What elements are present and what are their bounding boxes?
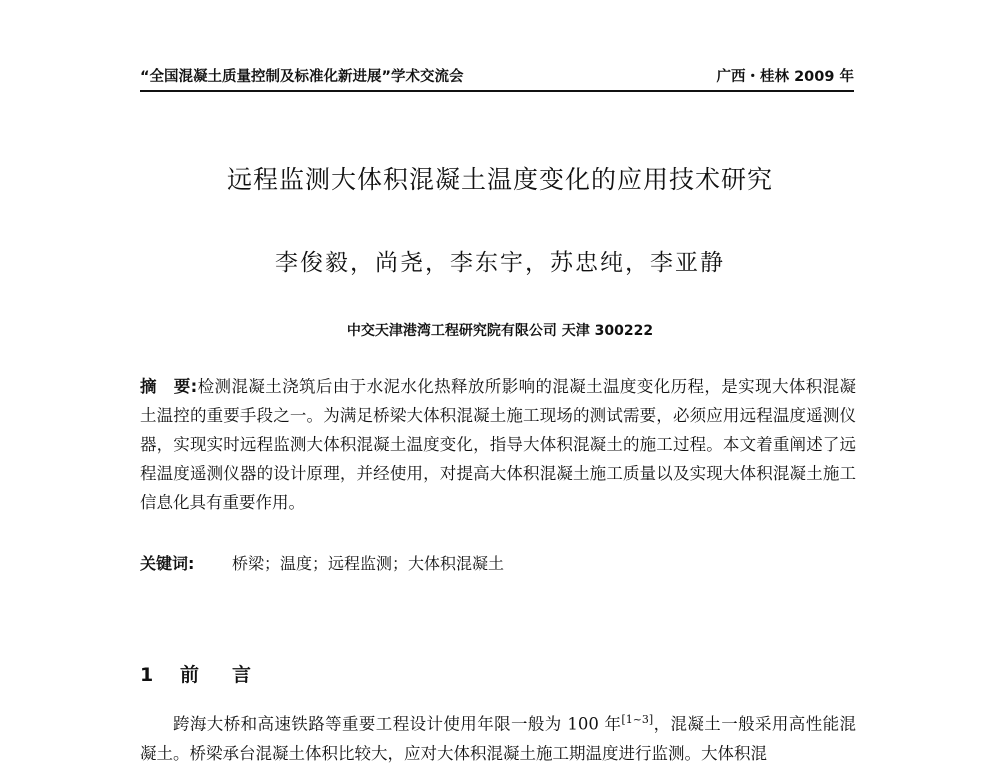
paper-title: 远程监测大体积混凝土温度变化的应用技术研究: [226, 165, 773, 194]
section-title-part2: 言: [232, 664, 252, 686]
running-header: [140, 66, 854, 92]
section-number: 1: [140, 664, 154, 686]
keywords: [140, 551, 504, 574]
section-heading: [140, 660, 251, 687]
section-body-text: [140, 705, 856, 768]
citation-reference: [1~3]: [621, 713, 654, 726]
keywords-label: 关键词:: [140, 554, 195, 573]
affiliation: 中交天津港湾工程研究院有限公司 天津 300222: [346, 323, 654, 339]
abstract-text: 检测混凝土浇筑后由于水泥水化热释放所影响的混凝土温度变化历程，是实现大体积混凝土温控的重要手段之一。为满足桥梁大体积混凝土施工现场的测试需要，必须应用远程温度遥测仪器，实现实时远程监测大体积混凝土温度变化，指导大体积混凝土的施工过程。本文着重阐述了远程温度遥测仪器的设计原理，并经使用，对提高大体积混凝土施工质量以及实现大体积混凝土施工信息化具有重要作用。: [140, 377, 857, 512]
section-title-part1: 前: [180, 664, 200, 686]
body-text-after-ref: ，混凝土一般采用高性能混凝土。桥梁承台混凝土体积比较大，应对大体积混凝土施工期温度进行监测。大体积混: [140, 714, 857, 763]
body-text-before-ref: 跨海大桥和高速铁路等重要工程设计使用年限一般为 100 年: [173, 714, 622, 734]
location-year: 广西・桂林 2009 年: [716, 69, 854, 85]
conference-name: “全国混凝土质量控制及标准化新进展”学术交流会: [140, 69, 464, 85]
abstract: [140, 372, 856, 517]
keywords-text: 桥梁；温度；远程监测；大体积混凝土: [232, 554, 505, 573]
abstract-label: 摘 要:: [140, 377, 198, 396]
author-list: 李俊毅，尚尧，李东宇，苏忠纯，李亚静: [275, 250, 725, 276]
